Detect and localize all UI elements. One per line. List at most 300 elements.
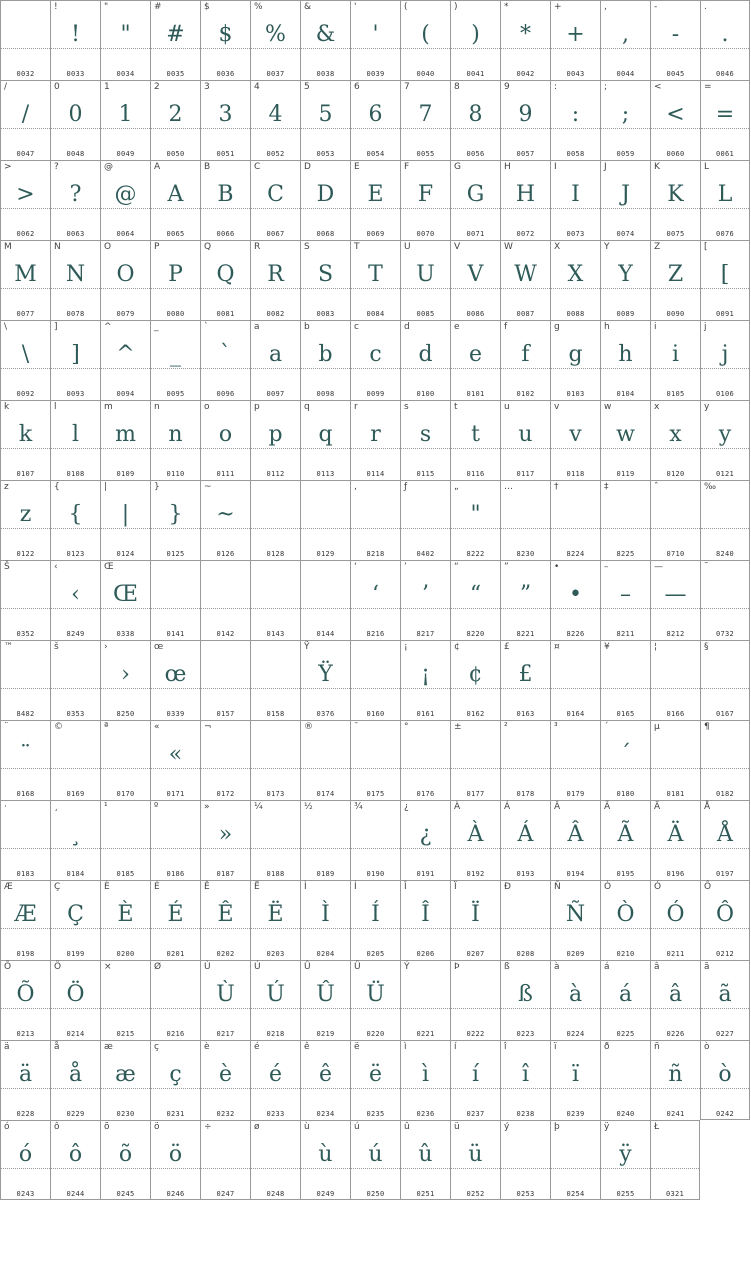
glyph-cell-0168 <box>0 720 50 800</box>
glyph-code: 8220 <box>466 630 485 638</box>
glyph-label: | <box>104 482 108 492</box>
glyph-cell-0237 <box>450 1040 500 1120</box>
glyph-cell-0117 <box>500 400 550 480</box>
glyph-sample: , <box>622 22 629 47</box>
baseline-guide <box>101 768 150 769</box>
glyph-code: 0189 <box>316 870 335 878</box>
glyph-sample: ¸ <box>70 822 81 847</box>
glyph-code: 0040 <box>416 70 435 78</box>
glyph-code: 0352 <box>16 630 35 638</box>
glyph-label: × <box>104 962 112 972</box>
glyph-cell-0049 <box>100 80 150 160</box>
glyph-label: Á <box>504 802 511 812</box>
glyph-code: 0171 <box>166 790 185 798</box>
glyph-label: í <box>454 1042 457 1052</box>
glyph-cell-8222 <box>450 480 500 560</box>
glyph-cell-0233 <box>250 1040 300 1120</box>
glyph-cell-0177 <box>450 720 500 800</box>
glyph-cell-0236 <box>400 1040 450 1120</box>
glyph-cell-0199 <box>50 880 100 960</box>
glyph-cell-0187 <box>200 800 250 880</box>
glyph-sample: « <box>168 742 183 767</box>
glyph-label: ; <box>604 82 608 92</box>
glyph-cell-0197 <box>700 800 750 880</box>
glyph-sample: Â <box>567 822 584 847</box>
glyph-cell-0254 <box>550 1120 600 1200</box>
glyph-code: 0242 <box>715 1110 735 1118</box>
glyph-cell-0216 <box>150 960 200 1040</box>
glyph-sample: Ë <box>267 902 284 927</box>
glyph-code: 0075 <box>666 230 685 238</box>
glyph-label: c <box>354 322 359 332</box>
glyph-sample: ” <box>519 582 532 607</box>
glyph-cell-0044 <box>600 0 650 80</box>
glyph-label: Ä <box>654 802 661 812</box>
glyph-code: 0129 <box>316 550 335 558</box>
glyph-cell-0037 <box>250 0 300 80</box>
baseline-guide <box>201 768 250 769</box>
glyph-cell-8218 <box>350 480 400 560</box>
glyph-label: ¢ <box>454 642 460 652</box>
glyph-code: 0225 <box>616 1030 635 1038</box>
glyph-sample: ´ <box>620 742 631 767</box>
glyph-code: 0174 <box>316 790 335 798</box>
baseline-guide <box>201 1168 250 1169</box>
glyph-cell-0120 <box>650 400 700 480</box>
glyph-cell-0221 <box>400 960 450 1040</box>
glyph-cell-0054 <box>350 80 400 160</box>
glyph-sample: ß <box>518 982 533 1007</box>
glyph-sample: ò <box>718 1062 732 1087</box>
glyph-code: 0079 <box>116 310 135 318</box>
glyph-code: 0120 <box>666 470 685 478</box>
glyph-label: é <box>254 1042 260 1052</box>
glyph-label: µ <box>654 722 660 732</box>
glyph-sample: i <box>671 342 680 367</box>
baseline-guide <box>451 768 500 769</box>
glyph-code: 0142 <box>216 630 235 638</box>
glyph-code: 0198 <box>16 950 35 958</box>
glyph-label: z <box>4 482 9 492</box>
glyph-label: › <box>104 642 108 652</box>
glyph-sample: â <box>668 982 683 1007</box>
glyph-sample: H <box>515 182 536 207</box>
glyph-label: º <box>154 802 159 812</box>
glyph-label: ÿ <box>604 1122 610 1132</box>
glyph-sample: E <box>367 182 384 207</box>
glyph-cell-0141 <box>150 560 200 640</box>
glyph-label: † <box>554 482 559 492</box>
glyph-code: 0124 <box>116 550 135 558</box>
glyph-cell-0086 <box>450 240 500 320</box>
glyph-sample: V <box>467 262 484 287</box>
glyph-label: @ <box>104 162 113 172</box>
glyph-sample: \ <box>21 342 30 367</box>
glyph-sample: » <box>218 822 233 847</box>
glyph-code: 0058 <box>566 150 585 158</box>
glyph-code: 0077 <box>16 310 35 318</box>
glyph-label: O <box>104 242 112 252</box>
glyph-cell-0248 <box>250 1120 300 1200</box>
glyph-sample: m <box>115 422 136 447</box>
glyph-code: 0201 <box>166 950 185 958</box>
glyph-code: 0055 <box>416 150 435 158</box>
glyph-label: Ó <box>654 882 662 892</box>
glyph-code: 0203 <box>266 950 285 958</box>
baseline-guide <box>251 768 300 769</box>
glyph-code: 0157 <box>216 710 235 718</box>
glyph-sample: Ä <box>667 822 684 847</box>
glyph-code: 0037 <box>266 70 285 78</box>
glyph-code: 0166 <box>666 710 685 718</box>
glyph-code: 8216 <box>366 630 385 638</box>
glyph-cell-0212 <box>700 880 750 960</box>
glyph-cell-0065 <box>150 160 200 240</box>
glyph-label: ü <box>454 1122 460 1132</box>
glyph-cell-0217 <box>200 960 250 1040</box>
glyph-cell-0085 <box>400 240 450 320</box>
glyph-code: 0221 <box>416 1030 435 1038</box>
glyph-label: r <box>354 402 358 412</box>
glyph-sample: I <box>571 182 580 207</box>
glyph-code: 0252 <box>466 1190 485 1198</box>
baseline-guide <box>301 608 350 609</box>
glyph-label: å <box>54 1042 60 1052</box>
glyph-cell-0227 <box>700 960 750 1040</box>
glyph-code: 0163 <box>516 710 535 718</box>
glyph-label: , <box>604 2 607 12</box>
glyph-cell-0122 <box>0 480 50 560</box>
glyph-cell-0144 <box>300 560 350 640</box>
glyph-code: 8230 <box>516 550 535 558</box>
glyph-code: 0078 <box>66 310 85 318</box>
glyph-code: 8226 <box>566 630 585 638</box>
glyph-code: 8249 <box>66 630 85 638</box>
glyph-label: ä <box>4 1042 10 1052</box>
glyph-cell-0074 <box>600 160 650 240</box>
glyph-cell-0218 <box>250 960 300 1040</box>
glyph-cell-0143 <box>250 560 300 640</box>
glyph-label: ‘ <box>354 562 357 572</box>
baseline-guide <box>701 528 749 529</box>
glyph-label: 0 <box>54 82 60 92</box>
glyph-label: ° <box>404 722 409 732</box>
glyph-label: … <box>504 482 513 492</box>
glyph-cell-0114 <box>350 400 400 480</box>
glyph-code: 0216 <box>166 1030 185 1038</box>
glyph-code: 0732 <box>715 630 735 638</box>
glyph-cell-0096 <box>200 320 250 400</box>
glyph-cell-8220 <box>450 560 500 640</box>
glyph-cell-0072 <box>500 160 550 240</box>
glyph-label: = <box>704 82 712 92</box>
glyph-label: ™ <box>4 642 13 652</box>
glyph-cell-8225 <box>600 480 650 560</box>
glyph-sample: . <box>721 22 729 47</box>
glyph-sample: ` <box>220 342 231 367</box>
glyph-code: 0104 <box>616 390 635 398</box>
glyph-code: 0710 <box>666 550 685 558</box>
glyph-sample: è <box>218 1062 233 1087</box>
glyph-label: Í <box>354 882 357 892</box>
glyph-cell-0045 <box>650 0 700 80</box>
glyph-code: 0123 <box>66 550 85 558</box>
glyph-label: + <box>554 2 562 12</box>
glyph-code: 0173 <box>266 790 285 798</box>
glyph-code: 0170 <box>116 790 135 798</box>
glyph-label: y <box>704 402 710 412</box>
baseline-guide <box>651 688 700 689</box>
glyph-sample: h <box>618 342 633 367</box>
glyph-cell-0093 <box>50 320 100 400</box>
glyph-cell-0189 <box>300 800 350 880</box>
glyph-cell-0115 <box>400 400 450 480</box>
glyph-sample: $ <box>218 22 233 47</box>
glyph-label: ‹ <box>54 562 58 572</box>
glyph-sample: y <box>718 422 732 447</box>
glyph-cell-8240 <box>700 480 750 560</box>
glyph-label: à <box>554 962 560 972</box>
glyph-cell-0128 <box>250 480 300 560</box>
glyph-sample: q <box>318 422 333 447</box>
glyph-sample: ó <box>18 1142 33 1167</box>
glyph-cell-0184 <box>50 800 100 880</box>
glyph-sample: Q <box>216 262 235 287</box>
glyph-code: 0244 <box>66 1190 85 1198</box>
glyph-label: L <box>704 162 710 172</box>
glyph-sample: n <box>168 422 183 447</box>
glyph-sample: 0 <box>68 102 83 127</box>
baseline-guide <box>101 848 150 849</box>
glyph-label: q <box>304 402 310 412</box>
glyph-label: ø <box>254 1122 260 1132</box>
glyph-label: ! <box>54 2 58 12</box>
glyph-cell-0071 <box>450 160 500 240</box>
glyph-cell-0095 <box>150 320 200 400</box>
glyph-code: 0249 <box>316 1190 335 1198</box>
baseline-guide <box>201 688 250 689</box>
glyph-sample: – <box>620 582 631 607</box>
glyph-code: 0039 <box>366 70 385 78</box>
glyph-label: t <box>454 402 458 412</box>
glyph-label: ¦ <box>654 642 658 652</box>
glyph-code: 0240 <box>616 1110 635 1118</box>
glyph-label: À <box>454 802 461 812</box>
glyph-cell-0034 <box>100 0 150 80</box>
glyph-code: 0175 <box>366 790 385 798</box>
glyph-label: Û <box>304 962 311 972</box>
glyph-cell-0228 <box>0 1040 50 1120</box>
glyph-cell-8221 <box>500 560 550 640</box>
glyph-cell-0213 <box>0 960 50 1040</box>
glyph-code: 0101 <box>466 390 485 398</box>
glyph-sample: ‘ <box>372 582 379 607</box>
glyph-code: 0251 <box>416 1190 435 1198</box>
glyph-cell-0321 <box>650 1120 700 1200</box>
glyph-code: 0250 <box>366 1190 385 1198</box>
glyph-label: ® <box>304 722 313 732</box>
glyph-sample: B <box>217 182 234 207</box>
glyph-label: " <box>104 2 109 12</box>
glyph-cell-0098 <box>300 320 350 400</box>
glyph-sample: å <box>68 1062 83 1087</box>
glyph-sample: d <box>418 342 433 367</box>
glyph-label: ˜ <box>704 562 709 572</box>
glyph-cell-0101 <box>450 320 500 400</box>
glyph-cell-0092 <box>0 320 50 400</box>
glyph-code: 0086 <box>466 310 485 318</box>
glyph-code: 0116 <box>466 470 485 478</box>
glyph-code: 0065 <box>166 230 185 238</box>
glyph-code: 0202 <box>216 950 235 958</box>
glyph-label: Ÿ <box>304 642 310 652</box>
glyph-code: 0044 <box>616 70 635 78</box>
glyph-label: ´ <box>604 722 609 732</box>
glyph-sample: ¢ <box>468 662 483 687</box>
glyph-label: ã <box>704 962 710 972</box>
baseline-guide <box>701 608 749 609</box>
glyph-label: É <box>154 882 160 892</box>
glyph-cell-0046 <box>700 0 750 80</box>
glyph-label: ¤ <box>554 642 560 652</box>
glyph-cell-0192 <box>450 800 500 880</box>
glyph-code: 0177 <box>466 790 485 798</box>
glyph-label: § <box>704 642 709 652</box>
glyph-cell-0169 <box>50 720 100 800</box>
glyph-sample: ñ <box>668 1062 683 1087</box>
glyph-cell-0225 <box>600 960 650 1040</box>
baseline-guide <box>351 768 400 769</box>
glyph-label: Ò <box>604 882 612 892</box>
glyph-code: 0224 <box>566 1030 585 1038</box>
glyph-code: 8221 <box>516 630 535 638</box>
glyph-sample: R <box>267 262 284 287</box>
glyph-sample: } <box>168 502 183 527</box>
glyph-sample: 5 <box>318 102 333 127</box>
glyph-cell-8250 <box>100 640 150 720</box>
glyph-cell-0188 <box>250 800 300 880</box>
glyph-label: ù <box>304 1122 310 1132</box>
glyph-cell-0112 <box>250 400 300 480</box>
glyph-code: 0059 <box>616 150 635 158</box>
glyph-code: 0321 <box>665 1190 685 1198</box>
glyph-sample: ü <box>468 1142 483 1167</box>
glyph-cell-0732 <box>700 560 750 640</box>
glyph-code: 0226 <box>666 1030 685 1038</box>
glyph-label: ' <box>354 2 357 12</box>
glyph-label: ú <box>354 1122 360 1132</box>
glyph-code: 0097 <box>266 390 285 398</box>
glyph-cell-0066 <box>200 160 250 240</box>
glyph-sample: ‹ <box>71 582 80 607</box>
glyph-sample: — <box>664 582 687 607</box>
glyph-code: 0087 <box>516 310 535 318</box>
baseline-guide <box>201 608 250 609</box>
glyph-code: 0109 <box>116 470 135 478</box>
glyph-code: 8211 <box>616 630 635 638</box>
glyph-cell-0048 <box>50 80 100 160</box>
glyph-label: ó <box>4 1122 10 1132</box>
glyph-sample: ’ <box>422 582 429 607</box>
glyph-label: Z <box>654 242 661 252</box>
glyph-sample: û <box>418 1142 433 1167</box>
glyph-code: 0196 <box>666 870 685 878</box>
glyph-code: 0208 <box>516 950 535 958</box>
baseline-guide <box>301 848 350 849</box>
glyph-label: Ô <box>704 882 712 892</box>
baseline-guide <box>601 1088 650 1089</box>
glyph-label: ½ <box>304 802 313 812</box>
glyph-cell-0056 <box>450 80 500 160</box>
glyph-sample: ä <box>18 1062 33 1087</box>
glyph-cell-0035 <box>150 0 200 80</box>
glyph-cell-0239 <box>550 1040 600 1120</box>
glyph-cell-0170 <box>100 720 150 800</box>
glyph-code: 0068 <box>316 230 335 238</box>
glyph-code: 0183 <box>16 870 35 878</box>
baseline-guide <box>51 768 100 769</box>
glyph-cell-0087 <box>500 240 550 320</box>
glyph-cell-0126 <box>200 480 250 560</box>
glyph-sample: Î <box>421 902 430 927</box>
baseline-guide <box>551 768 600 769</box>
glyph-code: 0063 <box>66 230 85 238</box>
glyph-label: P <box>154 242 160 252</box>
glyph-sample: X <box>567 262 584 287</box>
glyph-cell-0162 <box>450 640 500 720</box>
glyph-code: 0047 <box>16 150 35 158</box>
glyph-cell-0219 <box>300 960 350 1040</box>
glyph-label: B <box>204 162 211 172</box>
glyph-label: ¶ <box>704 722 710 732</box>
glyph-code: 0402 <box>416 550 435 558</box>
glyph-cell-0247 <box>200 1120 250 1200</box>
glyph-sample: w <box>616 422 635 447</box>
glyph-cell-0339 <box>150 640 200 720</box>
baseline-guide <box>551 1168 600 1169</box>
glyph-code: 0113 <box>316 470 335 478</box>
glyph-code: 0056 <box>466 150 485 158</box>
glyph-label: } <box>154 482 160 492</box>
glyph-cell-0070 <box>400 160 450 240</box>
glyph-label: ç <box>154 1042 159 1052</box>
glyph-code: 0187 <box>216 870 235 878</box>
glyph-cell-0207 <box>450 880 500 960</box>
glyph-code: 0054 <box>366 150 385 158</box>
glyph-code: 0106 <box>715 390 735 398</box>
glyph-sample: K <box>667 182 684 207</box>
glyph-label: Ù <box>204 962 211 972</box>
glyph-sample: Ó <box>666 902 685 927</box>
glyph-cell-0067 <box>250 160 300 240</box>
glyph-label: w <box>604 402 612 412</box>
glyph-sample: Ô <box>715 902 735 927</box>
glyph-code: 0239 <box>566 1110 585 1118</box>
glyph-sample: s <box>419 422 432 447</box>
glyph-sample: ' <box>372 22 379 47</box>
baseline-guide <box>651 1168 699 1169</box>
glyph-label: ¬ <box>204 722 212 732</box>
glyph-label: I <box>554 162 557 172</box>
glyph-code: 0100 <box>416 390 435 398</box>
glyph-sample: ù <box>318 1142 333 1167</box>
glyph-code: 0062 <box>16 230 35 238</box>
glyph-label: g <box>554 322 560 332</box>
glyph-code: 0178 <box>516 790 535 798</box>
glyph-cell-0055 <box>400 80 450 160</box>
glyph-label: k <box>4 402 10 412</box>
glyph-label: j <box>704 322 707 332</box>
